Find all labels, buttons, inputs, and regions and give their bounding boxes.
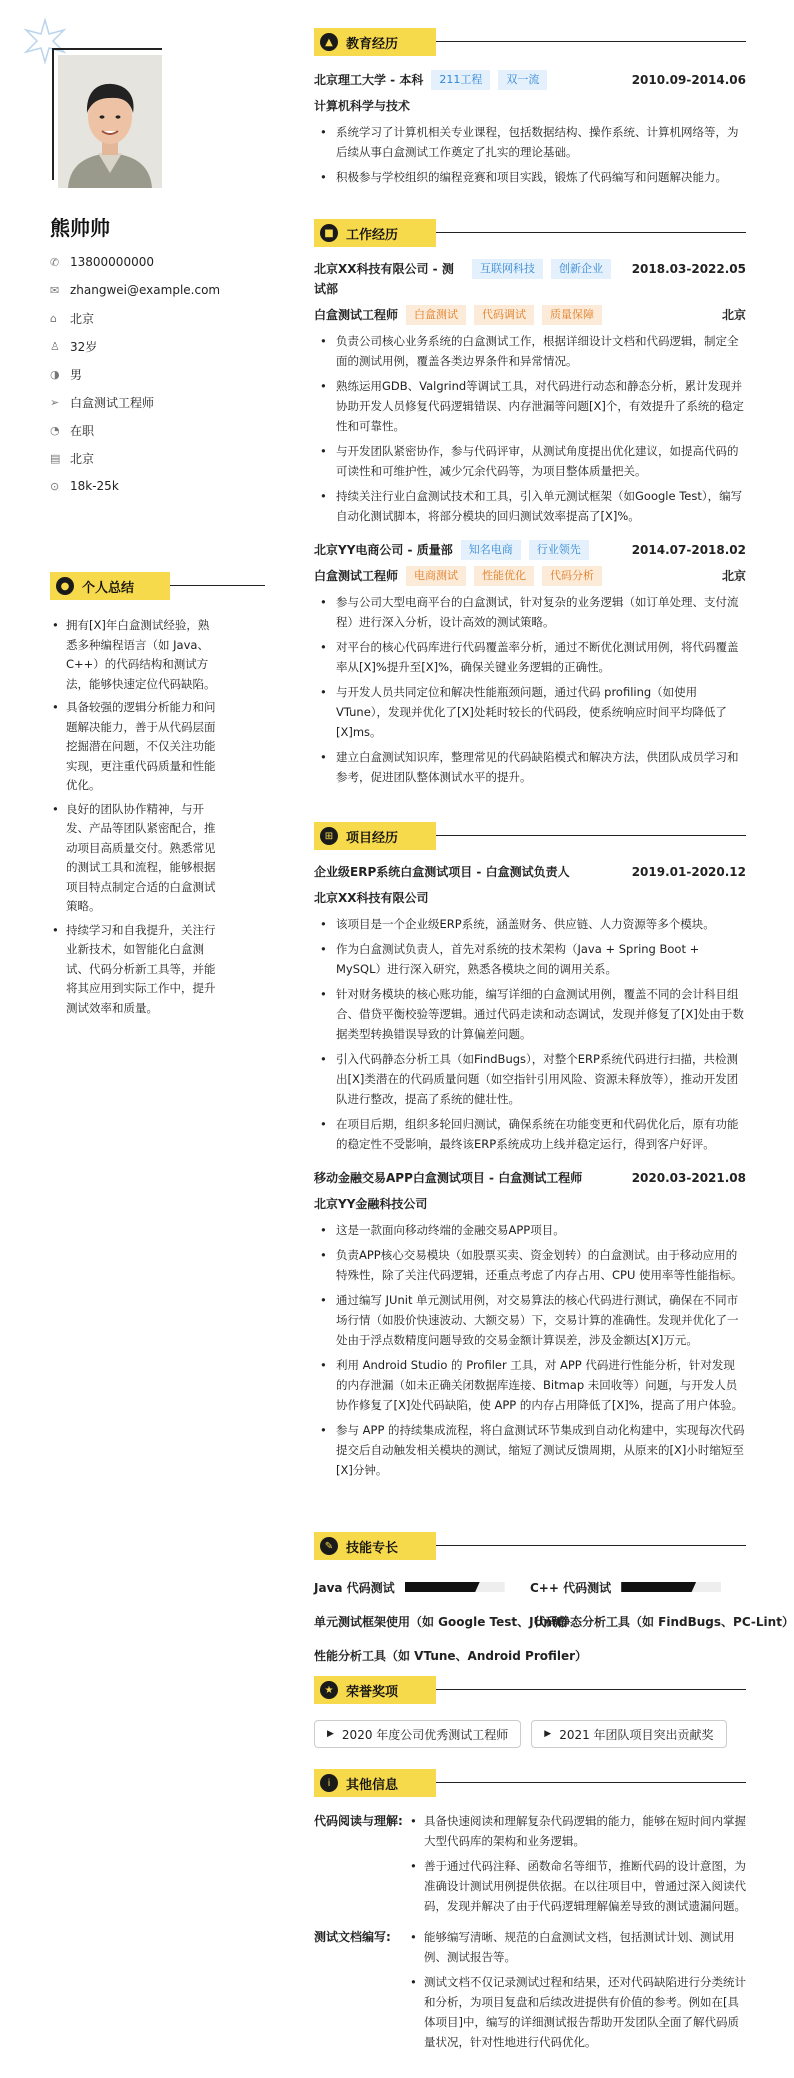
contact-info-list xyxy=(50,248,230,500)
other-title: 其他信息 xyxy=(346,1777,399,1793)
education-section xyxy=(314,28,746,192)
skill-item: 单元测试框架使用（如 Google Test、JUnit） xyxy=(314,1614,574,1629)
salary-icon: ⊙ xyxy=(50,479,60,493)
job-city: 北京 xyxy=(721,569,746,583)
role-title: 白盒测试工程师 xyxy=(314,569,399,583)
person-icon: ● xyxy=(56,577,74,595)
bullet-item: • 与开发人员共同定位和解决性能瓶颈问题，通过代码 profiling（如使用VTune），发现并优化了[X]处耗时较长的代码段，使系统响应时间平均降低了[X]ms。 xyxy=(314,682,746,742)
job-entry xyxy=(314,540,746,787)
job-date: 2018.03-2022.05 xyxy=(631,262,746,276)
bullet-item: • 负责APP核心交易模块（如股票买卖、资金划转）的白盒测试。由于移动应用的特殊性，除了关注代码逻辑，还重点考虑了内存占用、CPU 使用率等性能指标。 xyxy=(314,1245,746,1285)
awards-section xyxy=(314,1676,746,1748)
info-text: zhangwei@example.com xyxy=(70,283,221,297)
role-tag: 代码分析 xyxy=(542,566,602,586)
bullet-item: • 与开发团队紧密协作，参与代码评审，从测试角度提出优化建议，如提高代码的可读性和可维护性，减少冗余代码等，为项目整体质量把关。 xyxy=(314,441,746,481)
projects-section xyxy=(314,822,746,1485)
project-date: 2019.01-2020.12 xyxy=(631,865,746,879)
info-row xyxy=(50,332,230,360)
job-bullets xyxy=(314,331,746,526)
bullet-item: • 通过编写 JUnit 单元测试用例，对交易算法的核心代码进行测试，确保在不同市场行情（如股价快速波动、大额交易）下，交易计算的准确性。发现并优化了一处由于浮点数精度问题导致的交易金额计算误差，涉及金额达[X]万元。 xyxy=(314,1290,746,1350)
info-icon: i xyxy=(320,1774,338,1792)
role-wrap xyxy=(314,566,602,586)
bullet-item: • 该项目是一个企业级ERP系统，涵盖财务、供应链、人力资源等多个模块。 xyxy=(314,914,746,934)
bullet-item: • 这是一款面向移动终端的金融交易APP项目。 xyxy=(314,1220,746,1240)
bullet-item: • 针对财务模块的核心账功能，编写详细的白盒测试用例，覆盖不同的会计科目组合、借贷平衡校验等逻辑。通过代码走读和动态调试，发现并修复了[X]处由于数据类型转换错误导致的计算偏差问题。 xyxy=(314,984,746,1044)
grid-icon: ⊞ xyxy=(320,827,338,845)
other-bullets xyxy=(406,1811,746,1921)
info-text: 北京 xyxy=(70,451,95,466)
summary-title: 个人总结 xyxy=(82,580,135,596)
project-date: 2020.03-2021.08 xyxy=(631,1171,746,1185)
company-tag: 知名电商 xyxy=(461,540,521,560)
work-title: 工作经历 xyxy=(346,227,399,243)
bullet-item: • 具备快速阅读和理解复杂代码逻辑的能力，能够在短时间内掌握大型代码库的架构和业务逻辑。 xyxy=(406,1811,746,1851)
skills-section xyxy=(314,1532,794,1678)
summary-section-header xyxy=(50,572,215,600)
edu-date: 2010.09-2014.06 xyxy=(631,73,746,87)
other-section xyxy=(314,1769,746,2063)
job-company-wrap xyxy=(314,540,589,560)
target-icon: ➢ xyxy=(50,395,60,409)
company-tag: 创新企业 xyxy=(551,259,611,279)
education-list xyxy=(314,122,746,187)
skill-label: C++ 代码测试 xyxy=(530,1580,612,1595)
skill-level-bar xyxy=(405,1582,505,1592)
bullet-item: • 在项目后期，组织多轮回归测试，确保系统在功能变更和代码优化后，原有功能的稳定性不受影响，最终该ERP系统成功上线并稳定运行，得到客户好评。 xyxy=(314,1114,746,1154)
project-entry xyxy=(314,1168,746,1480)
city-icon: ▤ xyxy=(50,451,61,465)
candidate-name: 熊帅帅 xyxy=(50,216,110,240)
bullet-item: • 持续关注行业白盒测试技术和工具，引入单元测试框架（如Google Test），编写自动化测试脚本，将部分模块的回归测试效率提高了[X]%。 xyxy=(314,486,746,526)
role-title: 白盒测试工程师 xyxy=(314,308,399,322)
graduation-cap-icon: ▲ xyxy=(320,33,338,51)
project-name: 企业级ERP系统白盒测试项目 - 白盒测试负责人 xyxy=(314,865,570,879)
education-title: 教育经历 xyxy=(346,36,399,52)
info-row xyxy=(50,444,230,472)
job-company-wrap xyxy=(314,259,611,299)
skill-label: Java 代码测试 xyxy=(314,1580,395,1595)
bullet-item: • 测试文档不仅记录测试过程和结果，还对代码缺陷进行分类统计和分析，为项目复盘和后续改进提供有价值的参考。例如在[具体项目]中，编写的详细测试报告帮助开发团队全面了解代码质量状况，针对性地进行代码优化。 xyxy=(406,1972,746,2052)
skill-level-bar xyxy=(621,1582,721,1592)
briefcase-icon: ■ xyxy=(320,224,338,242)
info-row xyxy=(50,416,230,444)
project-entry xyxy=(314,862,746,1154)
info-row xyxy=(50,472,230,500)
mail-icon: ✉ xyxy=(50,283,60,297)
role-wrap xyxy=(314,305,602,325)
role-tag: 白盒测试 xyxy=(406,305,466,325)
project-bullets xyxy=(314,1220,746,1480)
major: 计算机科学与技术 xyxy=(314,99,411,113)
info-text: 白盒测试工程师 xyxy=(70,395,155,410)
bullet-item: • 作为白盒测试负责人，首先对系统的技术架构（Java + Spring Boot + MySQL）进行深入研究，熟悉各模块之间的调用关系。 xyxy=(314,939,746,979)
edu-tag: 双一流 xyxy=(498,70,547,90)
company-name: 北京YY电商公司 - 质量部 xyxy=(314,543,453,557)
role-row xyxy=(314,305,746,325)
other-bullets xyxy=(406,1927,746,2057)
project-header xyxy=(314,1168,746,1188)
phone-icon: ✆ xyxy=(50,255,60,269)
bullet-item: • 对平台的核心代码库进行代码覆盖率分析，通过不断优化测试用例，将代码覆盖率从[X]%提升至[X]%，确保关键业务逻辑的正确性。 xyxy=(314,637,746,677)
bullet-item: • 负责公司核心业务系统的白盒测试工作，根据详细设计文档和代码逻辑，制定全面的测试用例，覆盖各类边界条件和异常情况。 xyxy=(314,331,746,371)
role-tag: 电商测试 xyxy=(406,566,466,586)
info-row xyxy=(50,388,230,416)
age-icon: ♙ xyxy=(50,339,60,353)
bullet-item: • 参与公司大型电商平台的白盒测试，针对复杂的业务逻辑（如订单处理、支付流程）进行深入分析，设计高效的测试策略。 xyxy=(314,592,746,632)
bullet-item: • 系统学习了计算机相关专业课程，包括数据结构、操作系统、计算机网络等，为后续从事白盒测试工作奠定了扎实的理论基础。 xyxy=(314,122,746,162)
award-item: ▶ 2020 年度公司优秀测试工程师 xyxy=(314,1720,521,1748)
summary-item: • 持续学习和自我提升，关注行业新技术，如智能化白盒测试、代码分析新工具等，并能将其应用到实际工作中，提升测试效率和质量。 xyxy=(50,921,218,1019)
awards-title: 荣誉奖项 xyxy=(346,1684,399,1700)
info-text: 18k-25k xyxy=(70,479,119,493)
bullet-item: • 善于通过代码注释、函数命名等细节，推断代码的设计意图，为准确设计测试用例提供依据。在以往项目中，曾通过深入阅读代码，发现并解决了由于代码逻辑理解偏差导致的测试遗漏问题。 xyxy=(406,1856,746,1916)
home-icon: ⌂ xyxy=(50,311,57,325)
info-text: 在职 xyxy=(70,423,95,438)
avatar xyxy=(58,55,162,188)
school-name: 北京理工大学 - 本科 xyxy=(314,73,424,87)
skill-item: 代码静态分析工具（如 FindBugs、PC-Lint） xyxy=(534,1614,794,1629)
bullet-item: • 引入代码静态分析工具（如FindBugs），对整个ERP系统代码进行扫描，共检测出[X]类潜在的代码质量问题（如空指针引用风险、资源未释放等），推动开发团队进行整改，提高了系统的健壮性。 xyxy=(314,1049,746,1109)
company-tag: 互联网科技 xyxy=(472,259,543,279)
info-row xyxy=(50,304,230,332)
award-item: ▶ 2021 年团队项目突出贡献奖 xyxy=(531,1720,726,1748)
bullet-item: • 建立白盒测试知识库，整理常见的代码缺陷模式和解决方法，供团队成员学习和参考，促进团队整体测试水平的提升。 xyxy=(314,747,746,787)
job-bullets xyxy=(314,592,746,787)
edu-tag: 211工程 xyxy=(431,70,490,90)
work-section xyxy=(314,219,746,792)
job-header xyxy=(314,540,746,560)
company-name: 北京XX科技有限公司 - 测试部 xyxy=(314,262,454,296)
info-text: 13800000000 xyxy=(70,255,154,269)
role-tag: 质量保障 xyxy=(542,305,602,325)
other-group xyxy=(314,1811,746,1921)
other-key: 测试文档编写: xyxy=(314,1930,391,1944)
play-icon: ▶ xyxy=(544,1729,552,1739)
tools-icon: ✎ xyxy=(320,1537,338,1555)
award-icon: ★ xyxy=(320,1681,338,1699)
role-row xyxy=(314,566,746,586)
project-bullets xyxy=(314,914,746,1154)
project-org: 北京YY金融科技公司 xyxy=(314,1197,428,1211)
bullet-item: • 利用 Android Studio 的 Profiler 工具，对 APP 代码进行性能分析，针对发现的内存泄漏（如未正确关闭数据库连接、Bitmap 未回收等）问题，与开发人员协作修复了[X]处代码缺陷，使 APP 的内存占用降低了[X]%，提高了用户体验。 xyxy=(314,1355,746,1415)
project-org: 北京XX科技有限公司 xyxy=(314,891,429,905)
info-row xyxy=(50,276,230,304)
company-tag: 行业领先 xyxy=(529,540,589,560)
projects-title: 项目经历 xyxy=(346,830,399,846)
project-header xyxy=(314,862,746,882)
info-row xyxy=(50,360,230,388)
role-tag: 代码调试 xyxy=(474,305,534,325)
job-date: 2014.07-2018.02 xyxy=(631,543,746,557)
play-icon: ▶ xyxy=(327,1729,334,1739)
info-text: 北京 xyxy=(70,311,95,326)
sidebar xyxy=(0,0,232,2078)
summary-item: • 良好的团队协作精神，与开发、产品等团队紧密配合，推动项目高质量交付。熟悉常见的测试工具和流程，能够根据项目特点制定合适的白盒测试策略。 xyxy=(50,800,218,917)
other-key: 代码阅读与理解: xyxy=(314,1814,403,1828)
summary-list xyxy=(50,616,218,1022)
bullet-item: • 熟练运用GDB、Valgrind等调试工具，对代码进行动态和静态分析，累计发现并协助开发人员修复代码逻辑错误、内存泄漏等问题[X]个，有效提升了系统的稳定性和可靠性。 xyxy=(314,376,746,436)
project-name: 移动金融交易APP白盒测试项目 - 白盒测试工程师 xyxy=(314,1171,583,1185)
other-group xyxy=(314,1927,746,2057)
info-row xyxy=(50,248,230,276)
job-entry xyxy=(314,259,746,526)
skill-item: 性能分析工具（如 VTune、Android Profiler） xyxy=(314,1648,588,1663)
bullet-item: • 参与 APP 的持续集成流程，将白盒测试环节集成到自动化构建中，实现每次代码提交后自动触发相关模块的测试，缩短了测试反馈周期，从原来的[X]小时缩短至[X]分钟。 xyxy=(314,1420,746,1480)
job-city: 北京 xyxy=(721,308,746,322)
bullet-item: • 积极参与学校组织的编程竞赛和项目实践，锻炼了代码编写和问题解决能力。 xyxy=(314,167,746,187)
summary-item: • 拥有[X]年白盒测试经验，熟悉多种编程语言（如 Java、C++）的代码结构和测试方法，能够快速定位代码缺陷。 xyxy=(50,616,218,694)
job-header xyxy=(314,259,746,299)
info-text: 32岁 xyxy=(70,339,98,354)
role-tag: 性能优化 xyxy=(474,566,534,586)
status-icon: ◔ xyxy=(50,423,60,437)
skills-title: 技能专长 xyxy=(346,1540,399,1556)
summary-item: • 具备较强的逻辑分析能力和问题解决能力，善于从代码层面挖掘潜在问题，不仅关注功能实现，更注重代码质量和性能优化。 xyxy=(50,698,218,796)
bullet-item: • 能够编写清晰、规范的白盒测试文档，包括测试计划、测试用例、测试报告等。 xyxy=(406,1927,746,1967)
info-text: 男 xyxy=(70,367,83,382)
gender-icon: ◑ xyxy=(50,367,60,381)
